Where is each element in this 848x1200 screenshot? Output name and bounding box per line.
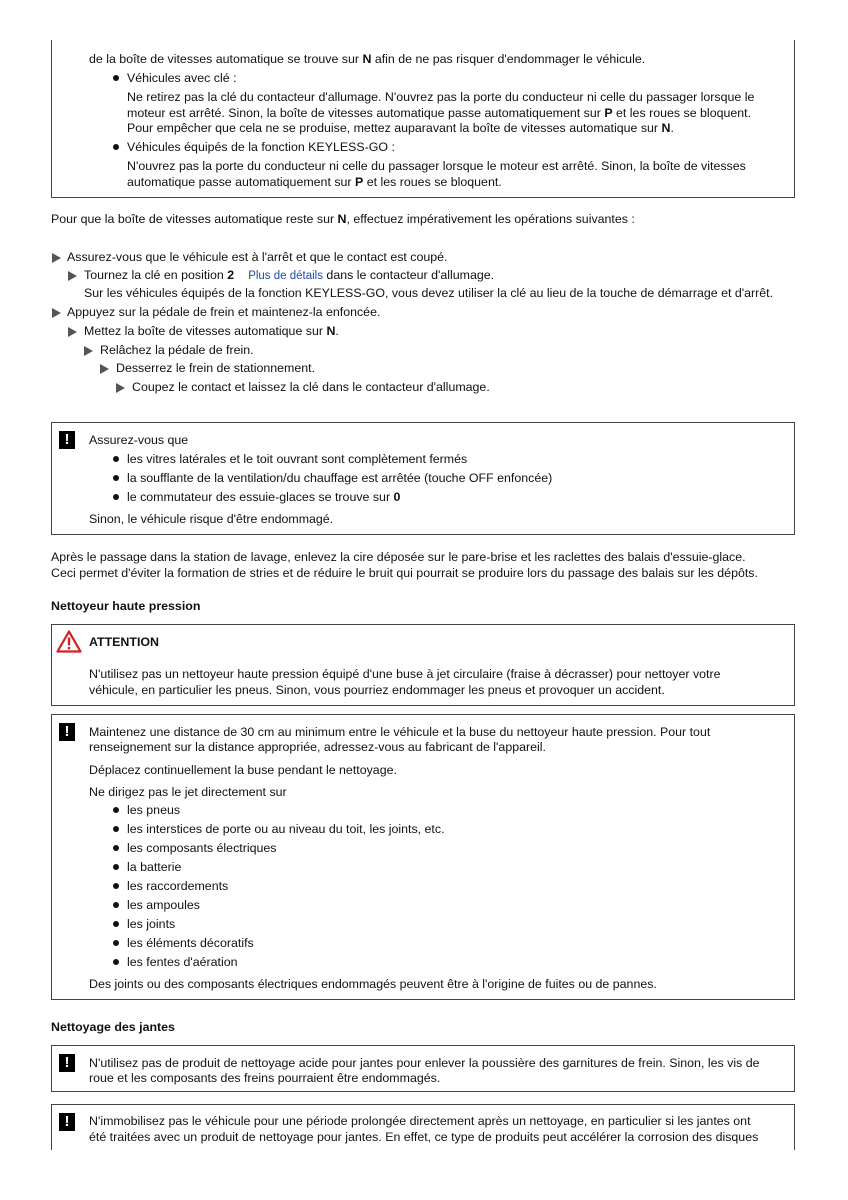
- text: Tournez la clé en position: [84, 268, 228, 282]
- box1-item2-title: Véhicules équipés de la fonction KEYLESS-GO :: [127, 140, 395, 154]
- notice2-line2: renseignement sur la distance appropriée, adressez-vous au fabricant de l'appareil.: [89, 740, 546, 754]
- text: , effectuez impérativement les opérations suivantes :: [346, 212, 635, 226]
- text: afin de ne pas risquer d'endommager le véhicule.: [371, 52, 646, 66]
- bullet-icon: [113, 144, 119, 150]
- notice2-para2: Déplacez continuellement la buse pendant le nettoyage.: [89, 763, 397, 777]
- text: Mettez la boîte de vitesses automatique sur: [84, 324, 327, 338]
- exclamation-icon: !: [59, 723, 75, 741]
- notice1-item: les vitres latérales et le toit ouvrant sont complètement fermés: [127, 452, 468, 466]
- bullet-icon: [113, 75, 119, 81]
- attention-line1: N'utilisez pas un nettoyeur haute pression équipé d'une buse à jet circulaire (fraise à décrasser) pour nettoyer votre: [89, 667, 721, 681]
- exclamation-icon: !: [59, 1113, 75, 1131]
- bullet-icon: [113, 864, 119, 870]
- box1-item1-line2: [127, 105, 751, 121]
- text: et les roues se bloquent.: [612, 106, 752, 120]
- exclamation-icon: !: [59, 431, 75, 449]
- step-arrow-icon: [116, 383, 125, 393]
- step-7: Coupez le contact et laissez la clé dans le contacteur d'allumage.: [132, 380, 490, 394]
- step-2: [84, 267, 494, 284]
- bullet-icon: [113, 494, 119, 500]
- bullet-icon: [113, 845, 119, 851]
- intro-paragraph: [51, 211, 635, 227]
- box1-line1: [89, 51, 645, 67]
- notice3-line1: N'utilisez pas de produit de nettoyage acide pour jantes pour enlever la poussière des garnitures de frein. Sinon, les vis de: [89, 1056, 760, 1070]
- notice1-tail: Sinon, le véhicule risque d'être endommagé.: [89, 512, 334, 526]
- attention-line2: véhicule, en particulier les pneus. Sinon, vous pourriez endommager les pneus et provoquer un accident.: [89, 683, 665, 697]
- text: Pour empêcher que cela ne se produise, mettez auparavant la boîte de vitesses automatique sur: [127, 121, 662, 135]
- section-heading: Nettoyage des jantes: [51, 1020, 175, 1034]
- notice2-item: les ampoules: [127, 898, 201, 912]
- bullet-icon: [113, 826, 119, 832]
- text: le commutateur des essuie-glaces se trouve sur: [127, 490, 394, 504]
- bold-text: N: [661, 121, 671, 135]
- step-arrow-icon: [100, 364, 109, 374]
- bullet-icon: [113, 921, 119, 927]
- text: de la boîte de vitesses automatique se trouve sur: [89, 52, 363, 66]
- exclamation-icon: !: [59, 1054, 75, 1072]
- box1-item2-line2: [127, 174, 502, 190]
- notice2-item: les raccordements: [127, 879, 229, 893]
- bullet-icon: [113, 807, 119, 813]
- notice1-item: la soufflante de la ventilation/du chauffage est arrêtée (touche OFF enfoncée): [127, 471, 553, 485]
- step-1: Assurez-vous que le véhicule est à l'arrêt et que le contact est coupé.: [67, 250, 448, 264]
- box1-item1-line1: Ne retirez pas la clé du contacteur d'allumage. N'ouvrez pas la porte du conducteur ni celle du passager lorsque le: [127, 90, 755, 104]
- step-arrow-icon: [68, 327, 77, 337]
- notice4-line2: été traitées avec un produit de nettoyage pour jantes. En effet, ce type de produits peut accélérer la corrosion des disques: [89, 1130, 759, 1144]
- box1-item2-line1: N'ouvrez pas la porte du conducteur ni celle du passager lorsque le moteur est arrêté. Sinon, la boîte de vitesses: [127, 159, 746, 173]
- bullet-icon: [113, 456, 119, 462]
- step-5: Relâchez la pédale de frein.: [100, 343, 254, 357]
- notice2-item: les pneus: [127, 803, 181, 817]
- notice2-item: les fentes d'aération: [127, 955, 238, 969]
- notice2-tail: Des joints ou des composants électriques endommagés peuvent être à l'origine de fuites ou de pannes.: [89, 977, 657, 991]
- notice2-para3: Ne dirigez pas le jet directement sur: [89, 785, 287, 799]
- section-heading: Nettoyeur haute pression: [51, 599, 201, 613]
- text: Pour que la boîte de vitesses automatique reste sur: [51, 212, 338, 226]
- wax-paragraph-line1: Après le passage dans la station de lavage, enlevez la cire déposée sur le pare-brise et les raclettes des balais d'essuie-glace.: [51, 550, 746, 564]
- text: .: [670, 121, 674, 135]
- step-arrow-icon: [84, 346, 93, 356]
- notice1-item: [127, 489, 400, 505]
- step-6: Desserrez le frein de stationnement.: [116, 361, 316, 375]
- notice4-line1: N'immobilisez pas le véhicule pour une période prolongée directement après un nettoyage, en particulier si les jantes ont: [89, 1114, 751, 1128]
- notice2-item: les interstices de porte ou au niveau du toit, les joints, etc.: [127, 822, 445, 836]
- attention-title: ATTENTION: [89, 635, 159, 649]
- text: dans le contacteur d'allumage.: [322, 268, 495, 282]
- wax-paragraph-line2: Ceci permet d'éviter la formation de stries et de réduire le bruit qui pourrait se produire lors du passage des balais sur les dépôts.: [51, 566, 758, 580]
- notice1-lead: Assurez-vous que: [89, 433, 189, 447]
- text: .: [335, 324, 339, 338]
- bold-text: P: [604, 106, 613, 120]
- step-4: [84, 323, 339, 339]
- bullet-icon: [113, 902, 119, 908]
- bullet-icon: [113, 959, 119, 965]
- warning-triangle-icon: [56, 630, 82, 653]
- step-3: Appuyez sur la pédale de frein et maintenez-la enfoncée.: [67, 305, 381, 319]
- box1-item1-line3: [127, 120, 674, 136]
- step-arrow-icon: [52, 253, 61, 263]
- bullet-icon: [113, 940, 119, 946]
- step-2-note: Sur les véhicules équipés de la fonction KEYLESS-GO, vous devez utiliser la clé au lieu de la touche de démarrage et d'arrêt.: [84, 286, 774, 300]
- bold-text: 0: [393, 490, 401, 504]
- box1-item1-title: Véhicules avec clé :: [127, 71, 237, 85]
- notice2-item: les joints: [127, 917, 176, 931]
- bullet-icon: [113, 475, 119, 481]
- bullet-icon: [113, 883, 119, 889]
- bold-text: P: [355, 175, 364, 189]
- more-details-link[interactable]: Plus de détails: [248, 270, 323, 282]
- notice2-item: les éléments décoratifs: [127, 936, 254, 950]
- bold-text: N: [362, 52, 372, 66]
- step-arrow-icon: [52, 308, 61, 318]
- notice3-line2: roue et les composants des freins pourraient être endommagés.: [89, 1071, 441, 1085]
- bold-text: 2: [227, 268, 235, 282]
- bold-text: N: [337, 212, 347, 226]
- notice2-item: les composants électriques: [127, 841, 277, 855]
- step-arrow-icon: [68, 271, 77, 281]
- bold-text: N: [326, 324, 336, 338]
- text: moteur est arrêté. Sinon, la boîte de vitesses automatique passe automatiquement sur: [127, 106, 605, 120]
- notice2-item: la batterie: [127, 860, 182, 874]
- text: automatique passe automatiquement sur: [127, 175, 355, 189]
- notice2-line1: Maintenez une distance de 30 cm au minimum entre le véhicule et la buse du nettoyeur haute pression. Pour tout: [89, 725, 711, 739]
- text: et les roues se bloquent.: [363, 175, 502, 189]
